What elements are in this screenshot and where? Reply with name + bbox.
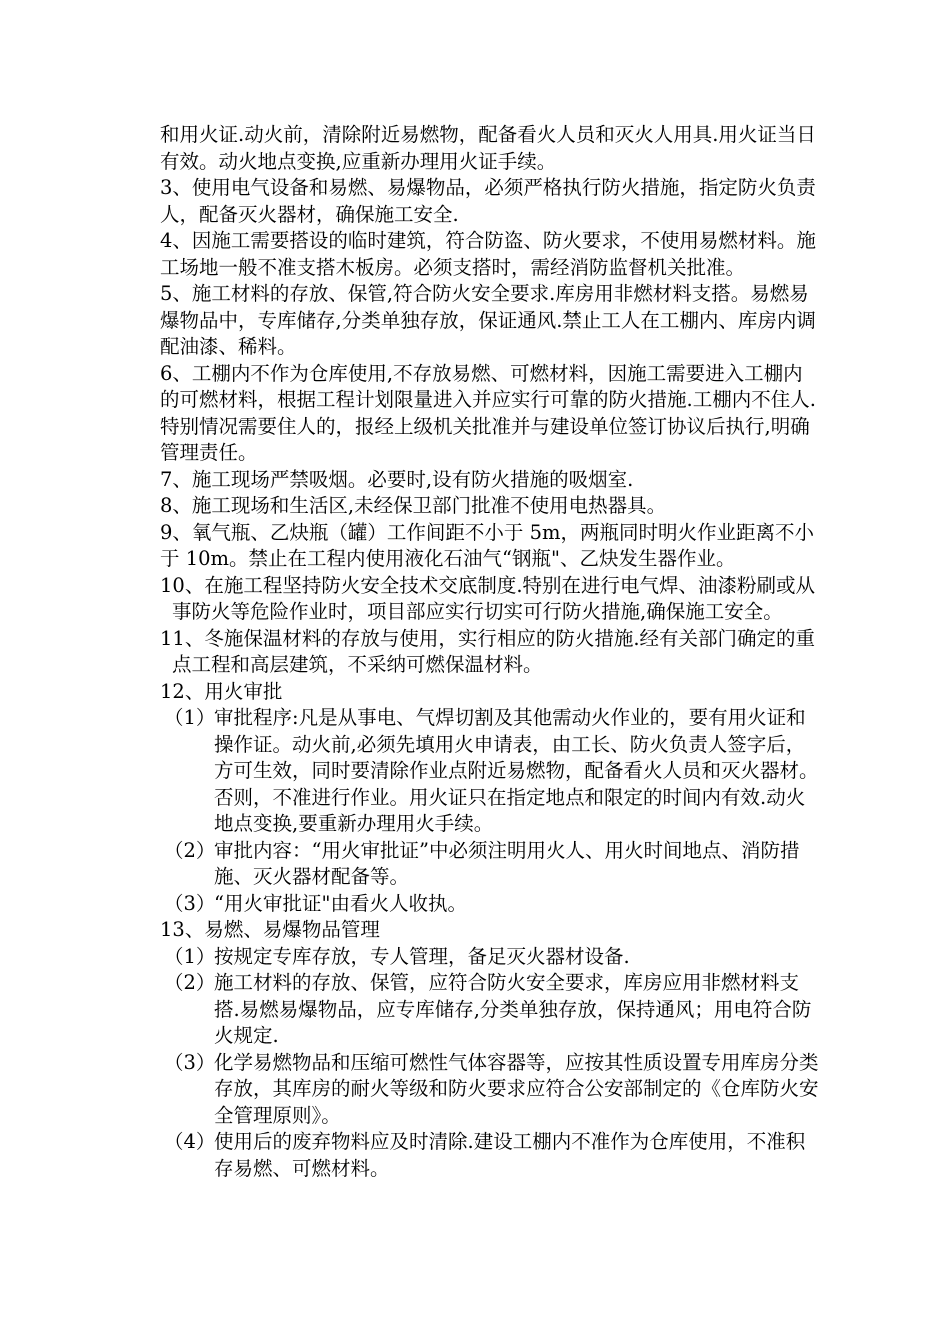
list-item: [160, 891, 820, 918]
list-item: [160, 1050, 820, 1130]
list-item: [160, 838, 820, 891]
paragraph-7-no-smoking: 7、施工现场严禁吸烟。必要时,设有防火措施的吸烟室.: [160, 467, 634, 491]
list-item-number: （1）: [164, 706, 216, 729]
list-item-text: 审批程序:凡是从事电、气焊切割及其他需动火作业的，要有用火证和操作证。动火前,必须先填用火申请表，由工长、防火负责人签字后，方可生效，同时要清除作业点附近易燃物，配备看火人员和灭火器材。否则，不准进行作业。用火证只在指定地点和限定的时间内有效.动火地点变换,要重新办理用火手续。: [214, 706, 819, 835]
list-item-text: 审批内容：“用火审批证”中必须注明用火人、用火时间地点、消防措施、灭火器材配备等。: [214, 838, 800, 888]
list-item-number: （2）: [164, 971, 216, 994]
list-item: [160, 944, 820, 971]
list-item-number: （3）: [164, 891, 216, 915]
paragraph-fire-permit-continued: 和用火证.动火前，清除附近易燃物，配备看火人员和灭火人用具.用火证当日有效。动火地点变换,应重新办理用火证手续。: [160, 123, 816, 173]
list-item-number: （4）: [164, 1130, 216, 1153]
paragraph-5-material-storage: 5、施工材料的存放、保管,符合防火安全要求.库房用非燃材料支搭。易燃易爆物品中，专库储存,分类单独存放，保证通风.禁止工人在工棚内、库房内调配油漆、稀料。: [160, 282, 816, 358]
list-item-text: 施工材料的存放、保管，应符合防火安全要求，库房应用非燃材料支搭.易燃易爆物品，应专库储存,分类单独存放，保持通风；用电符合防火规定.: [214, 971, 812, 1047]
paragraph-3-electrical-equipment: 3、使用电气设备和易燃、易爆物品，必须严格执行防火措施，指定防火负责人，配备灭火器材，确保施工安全.: [160, 176, 816, 226]
paragraph-9-gas-cylinders: 9、氧气瓶、乙炔瓶（罐）工作间距不小于 5m，两瓶同时明火作业距离不小于 10m。禁止在工程内使用液化石油气“钢瓶"、乙炔发生器作业。: [160, 520, 815, 570]
list-item-number: （1）: [164, 944, 216, 968]
paragraph-8-electric-heaters: 8、施工现场和生活区,未经保卫部门批准不使用电热器具。: [160, 494, 667, 517]
list-item-text: 使用后的废弃物料应及时清除.建设工棚内不准作为仓库使用，不准积存易燃、可燃材料。: [214, 1130, 806, 1180]
paragraph-11-insulation-materials: 11、冬施保温材料的存放与使用，实行相应的防火措施.经有关部门确定的重点工程和高层建筑，不采纳可燃保温材料。: [160, 626, 816, 676]
heading-13-flammable-goods: 13、易燃、易爆物品管理: [160, 918, 380, 941]
paragraph-4-temporary-buildings: 4、因施工需要搭设的临时建筑，符合防盗、防火要求，不使用易燃材料。施工场地一般不准支搭木板房。必须支搭时，需经消防监督机关批准。: [160, 229, 816, 279]
list-item-number: （2）: [164, 838, 216, 862]
paragraph-10-safety-briefing: 10、在施工程坚持防火安全技术交底制度.特别在进行电气焊、油漆粉刷或从事防火等危险作业时，项目部应实行切实可行防火措施,确保施工安全。: [160, 573, 816, 623]
document-body: [160, 122, 820, 1182]
list-item: [160, 705, 820, 838]
list-item-text: 按规定专库存放，专人管理，备足灭火器材设备.: [214, 944, 630, 968]
list-item-number: （3）: [164, 1050, 216, 1074]
list-item-text: “用火审批证"由看火人收执。: [214, 891, 467, 915]
paragraph-6-shed-usage: 6、工棚内不作为仓库使用,不存放易燃、可燃材料，因施工需要进入工棚内的可燃材料，根据工程计划限量进入并应实行可靠的防火措施.工棚内不住人.特别情况需要住人的，报经上级机关批准并与建设单位签订协议后执行,明确管理责任。: [160, 361, 816, 464]
list-item: [160, 1129, 820, 1182]
list-item: [160, 970, 820, 1050]
heading-12-fire-approval: 12、用火审批: [160, 679, 283, 703]
list-item-text: 化学易燃物品和压缩可燃性气体容器等，应按其性质设置专用库房分类存放，其库房的耐火等级和防火要求应符合公安部制定的《仓库防火安全管理原则》。: [214, 1050, 819, 1127]
